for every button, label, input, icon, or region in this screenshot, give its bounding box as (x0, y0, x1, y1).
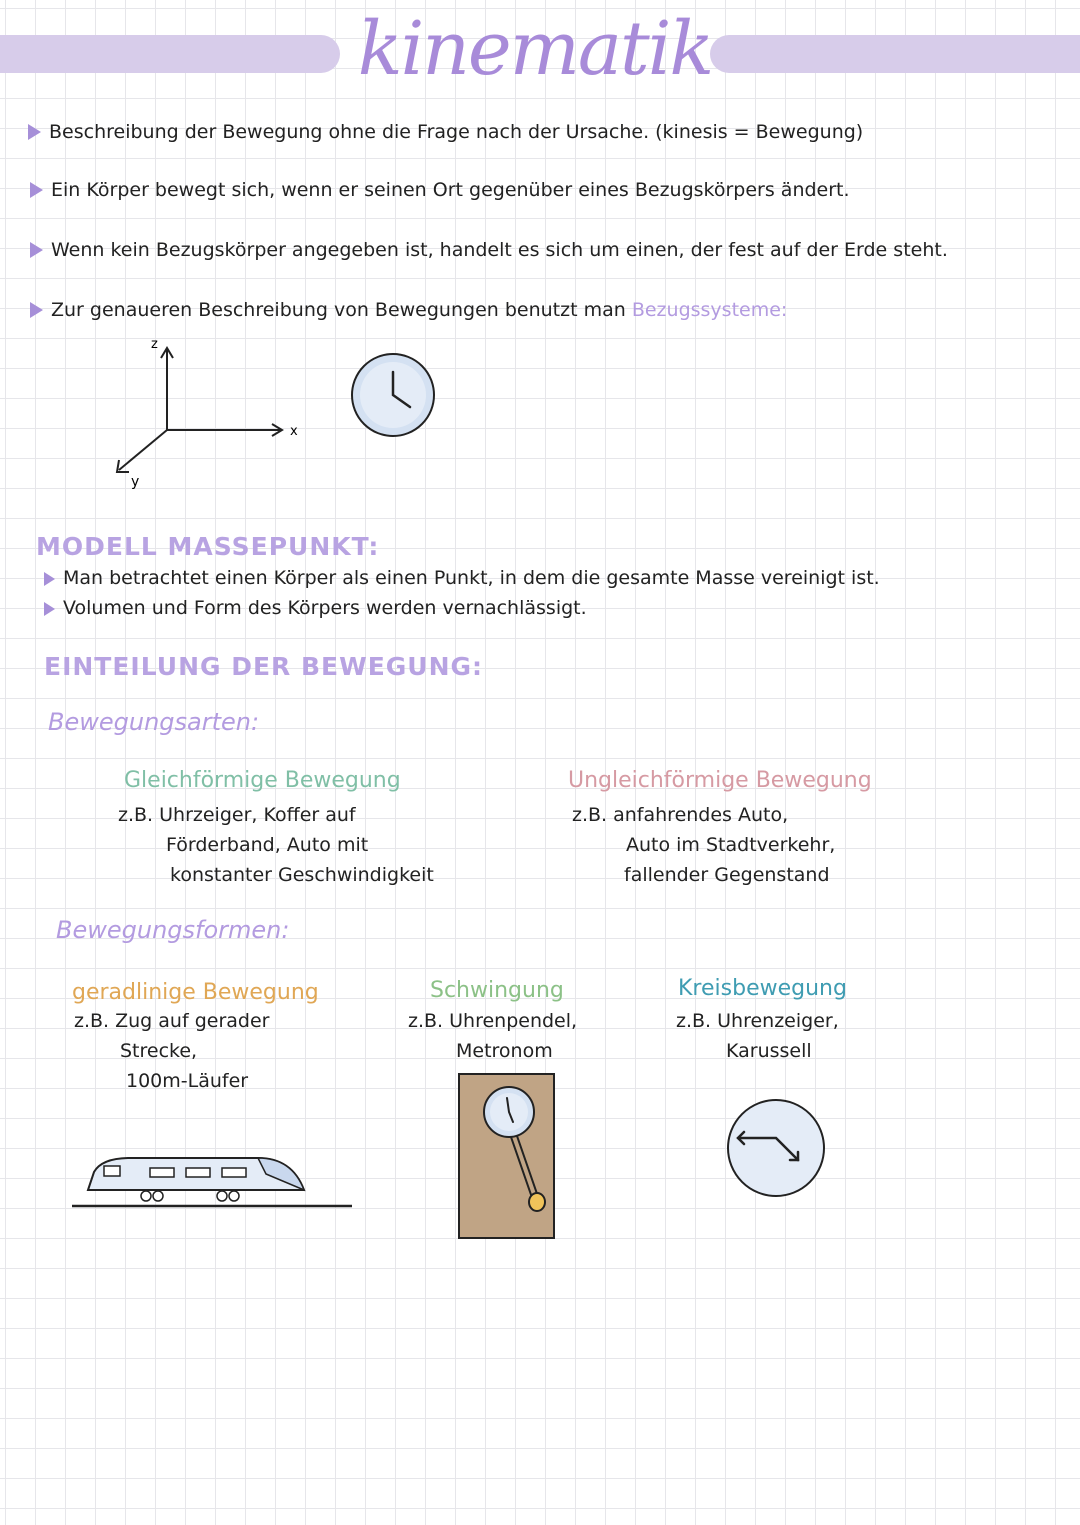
note-line: Förderband, Auto mit (166, 834, 369, 856)
note-line: Strecke, (120, 1040, 198, 1062)
bullet-arrow-icon (30, 302, 43, 318)
bewegungsformen-label: Bewegungsformen: (56, 916, 290, 944)
modell-heading: MODELL MASSEPUNKT: (36, 532, 380, 561)
bewegungsarten-label: Bewegungsarten: (48, 708, 260, 736)
schwingung-notes (408, 1006, 577, 1066)
ungleichfoermig-title: Ungleichförmige Bewegung (568, 768, 872, 793)
bullet-arrow-icon (44, 572, 55, 586)
note-line: z.B. Uhrzeiger, Koffer auf (118, 804, 356, 826)
schwingung-title: Schwingung (430, 978, 564, 1003)
bullet-arrow-icon (44, 602, 55, 616)
note-line: z.B. Uhrenpendel, (408, 1010, 578, 1032)
axis-label-x: x (290, 424, 298, 439)
axis-label-y: y (131, 474, 140, 490)
modell-point-2 (44, 596, 587, 620)
bezugssysteme-highlight: Bezugssysteme: (631, 299, 788, 321)
bullet-2 (30, 178, 850, 202)
note-line: Metronom (456, 1040, 553, 1062)
bullet-1 (28, 120, 863, 144)
kreisbewegung-title: Kreisbewegung (678, 976, 847, 1001)
note-line: fallender Gegenstand (624, 864, 830, 886)
bullet-text: Zur genaueren Beschreibung von Bewegungen benutzt man (51, 299, 626, 321)
geradlinig-notes (74, 1006, 269, 1096)
clock-icon (350, 352, 436, 438)
bullet-text: Man betrachtet einen Körper als einen Punkt, in dem die gesamte Masse vereinigt ist. (63, 567, 880, 589)
bullet-text: Beschreibung der Bewegung ohne die Frage nach der Ursache. (kinesis = Bewegung) (49, 121, 864, 143)
bullet-3 (30, 238, 948, 262)
title-bar-right (710, 35, 1080, 73)
note-line: z.B. Zug auf gerader (74, 1010, 270, 1032)
gleichfoermig-title: Gleichförmige Bewegung (124, 768, 401, 793)
modell-point-1 (44, 566, 880, 590)
bullet-4 (30, 298, 787, 322)
circular-motion-clock-icon (726, 1098, 828, 1198)
axis-label-z: z (151, 337, 158, 352)
note-line: z.B. Uhrenzeiger, (676, 1010, 839, 1032)
note-line: 100m-Läufer (126, 1070, 249, 1092)
bullet-text: Ein Körper bewegt sich, wenn er seinen Ort gegenüber eines Bezugskörpers ändert. (51, 179, 850, 201)
kreisbewegung-notes (676, 1006, 839, 1066)
note-line: konstanter Geschwindigkeit (170, 864, 434, 886)
page-title: kinematik (357, 6, 713, 92)
bullet-arrow-icon (30, 242, 43, 258)
gleichfoermig-notes (118, 800, 434, 890)
geradlinig-title: geradlinige Bewegung (72, 980, 319, 1005)
note-line: z.B. anfahrendes Auto, (572, 804, 789, 826)
coordinate-system-diagram (105, 330, 325, 500)
bullet-text: Volumen und Form des Körpers werden vernachlässigt. (63, 597, 587, 619)
train-icon (70, 1148, 356, 1210)
bullet-arrow-icon (28, 124, 41, 140)
pendulum-clock-icon (457, 1072, 557, 1242)
bullet-text: Wenn kein Bezugskörper angegeben ist, handelt es sich um einen, der fest auf der Erde steht. (51, 239, 948, 261)
note-line: Karussell (726, 1040, 812, 1062)
title-bar-left (0, 35, 340, 73)
bullet-arrow-icon (30, 182, 43, 198)
note-line: Auto im Stadtverkehr, (626, 834, 836, 856)
ungleichfoermig-notes (572, 800, 835, 890)
einteilung-heading: EINTEILUNG DER BEWEGUNG: (44, 652, 484, 681)
